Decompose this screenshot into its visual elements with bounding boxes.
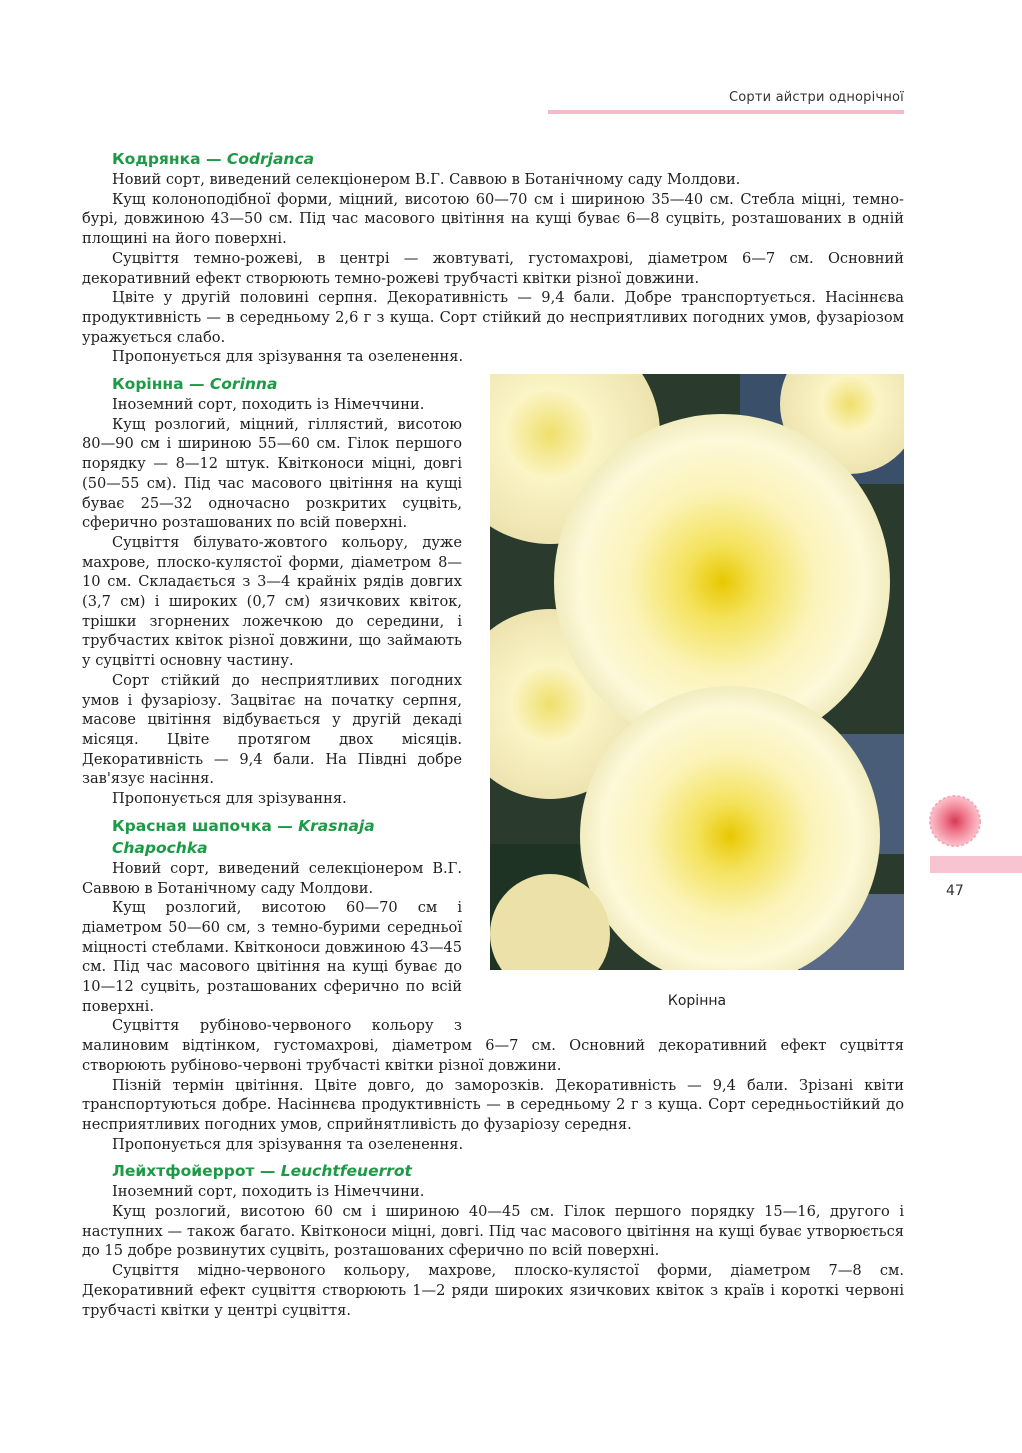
header-rule — [548, 110, 904, 114]
main-text — [82, 148, 904, 1320]
section-title: Красная шапочка — Krasnaja Chapochka — [112, 816, 375, 857]
paragraph: Сорт стійкий до несприятливих погодних умов і фузаріозу. Зацвітає на початку серпня, масове цвітіння відбувається у другій декаді місяця. Цвіте протягом двох місяців. Декоративність — 9,4 бали. На Півдні добре зав'язує насіння. — [82, 671, 462, 788]
section-title: Корінна — Corinna — [112, 375, 278, 394]
paragraph: Новий сорт, виведений селекціонером В.Г. Саввою в Ботанічному саду Молдови. — [112, 171, 741, 188]
pink-aster-icon — [928, 794, 982, 848]
figure — [490, 374, 904, 1012]
side-tab-bar — [930, 856, 1022, 873]
section-title: Кодрянка — Codrjanca — [112, 150, 315, 168]
paragraph: Пропонується для зрізування та озеленення. — [112, 1135, 464, 1153]
paragraph: Суцвіття мідно-червоного кольору, махрове, плоско-кулястої форми, діаметром 7—8 см. Декоративний ефект суцвіття створюють 1—2 ряди широких язичкових квіток з країв і короткі червоні трубчасті квітки у центрі суцвіття. — [82, 1262, 904, 1319]
aster-photo — [490, 374, 904, 970]
paragraph: Іноземний сорт, походить із Німеччини. — [112, 1183, 425, 1201]
page-number: 47 — [946, 883, 964, 899]
paragraph: Кущ розлогий, висотою 60 см і шириною 40—45 см. Гілок першого порядку 15—16, другого і наступних — також багато. Квітконоси міцні, довгі. Під час масового цвітіння на кущі буває утворюється до 15 добре розвинутих суцвіть, розташованих сферично по всій поверхні. — [82, 1203, 904, 1260]
paragraph: Суцвіття рубіново-червоного кольору з малиновим відтінком, густомахрові, діаметром 6—7 см. Основний декоративний ефект суцвіття створюють рубіново-червоні трубчасті квітки різної довжини. — [82, 1017, 904, 1074]
paragraph: Кущ розлогий, висотою 60—70 см і діаметром 50—60 см, з темно-бурими середньої міцності стеблами. Квітконоси довжиною 43—45 см. Під час масового цвітіння на кущі буває до 10—12 суцвіть, розташованих сферично по всій поверхні. — [82, 899, 462, 1015]
paragraph: Новий сорт, виведений селекціонером В.Г. Саввою в Ботанічному саду Молдови. — [82, 859, 462, 897]
paragraph: Пропонується для зрізування та озеленення. — [112, 348, 464, 366]
paragraph: Іноземний сорт, походить із Німеччини. — [112, 396, 425, 414]
section-leuchtfeuerrot — [82, 1160, 904, 1320]
paragraph: Суцвіття білувато-жовтого кольору, дуже махрове, плоско-кулястої форми, діаметром 8—10 см. Складається з 3—4 крайніх рядів довгих (3,7 см) і широких (0,7 см) язичкових квіток, трішки згорнених ложечкою до середини, і трубчастих квіток різної довжини, що займають у суцвітті основну частину. — [82, 533, 462, 670]
section-codrjanca — [82, 148, 904, 367]
paragraph: Кущ розлогий, міцний, гіллястий, висотою 80—90 см і шириною 55—60 см. Гілок першого порядку — 8—12 штук. Квітконоси міцні, довгі (50—55 см). Під час масового цвітіння на кущі буває 25—32 одночасно розкритих суцвіть, сферично розташованих по всій поверхні. — [82, 415, 462, 532]
paragraph: Пропонується для зрізування. — [112, 790, 347, 808]
paragraph: Пізній термін цвітіння. Цвіте довго, до заморозків. Декоративність — 9,4 бали. Зрізані квіти транспортуються добре. Насіннєва продуктивність — в середньому 2 г з куща. Сорт середньостійкий до несприятливих погодних умов, сприйнятливість до фузаріозу середня. — [82, 1076, 904, 1133]
running-head: Сорти айстри однорічної — [728, 90, 904, 105]
figure-caption: Корінна — [667, 993, 727, 1010]
paragraph: Цвіте у другій половині серпня. Декоративність — 9,4 бали. Добре транспортується. Насіннєва продуктивність — в середньому 2,6 г з куща. Сорт стійкий до несприятливих погодних умов, фузаріозом уражується слабо. — [82, 289, 904, 346]
paragraph: Суцвіття темно-рожеві, в центрі — жовтуваті, густомахрові, діаметром 6—7 см. Основний декоративний ефект створюють темно-рожеві трубчасті квітки різної довжини. — [82, 249, 904, 287]
section-title: Лейхтфойеррот — Leuchtfeuerrot — [112, 1162, 412, 1181]
paragraph: Кущ колоноподібної форми, міцний, висотою 60—70 см і шириною 35—40 см. Стебла міцні, темно-бурі, довжиною 43—50 см. Під час масового цвітіння на кущі буває 6—8 суцвіть, розташованих в одній площині на його поверхні. — [82, 190, 904, 248]
